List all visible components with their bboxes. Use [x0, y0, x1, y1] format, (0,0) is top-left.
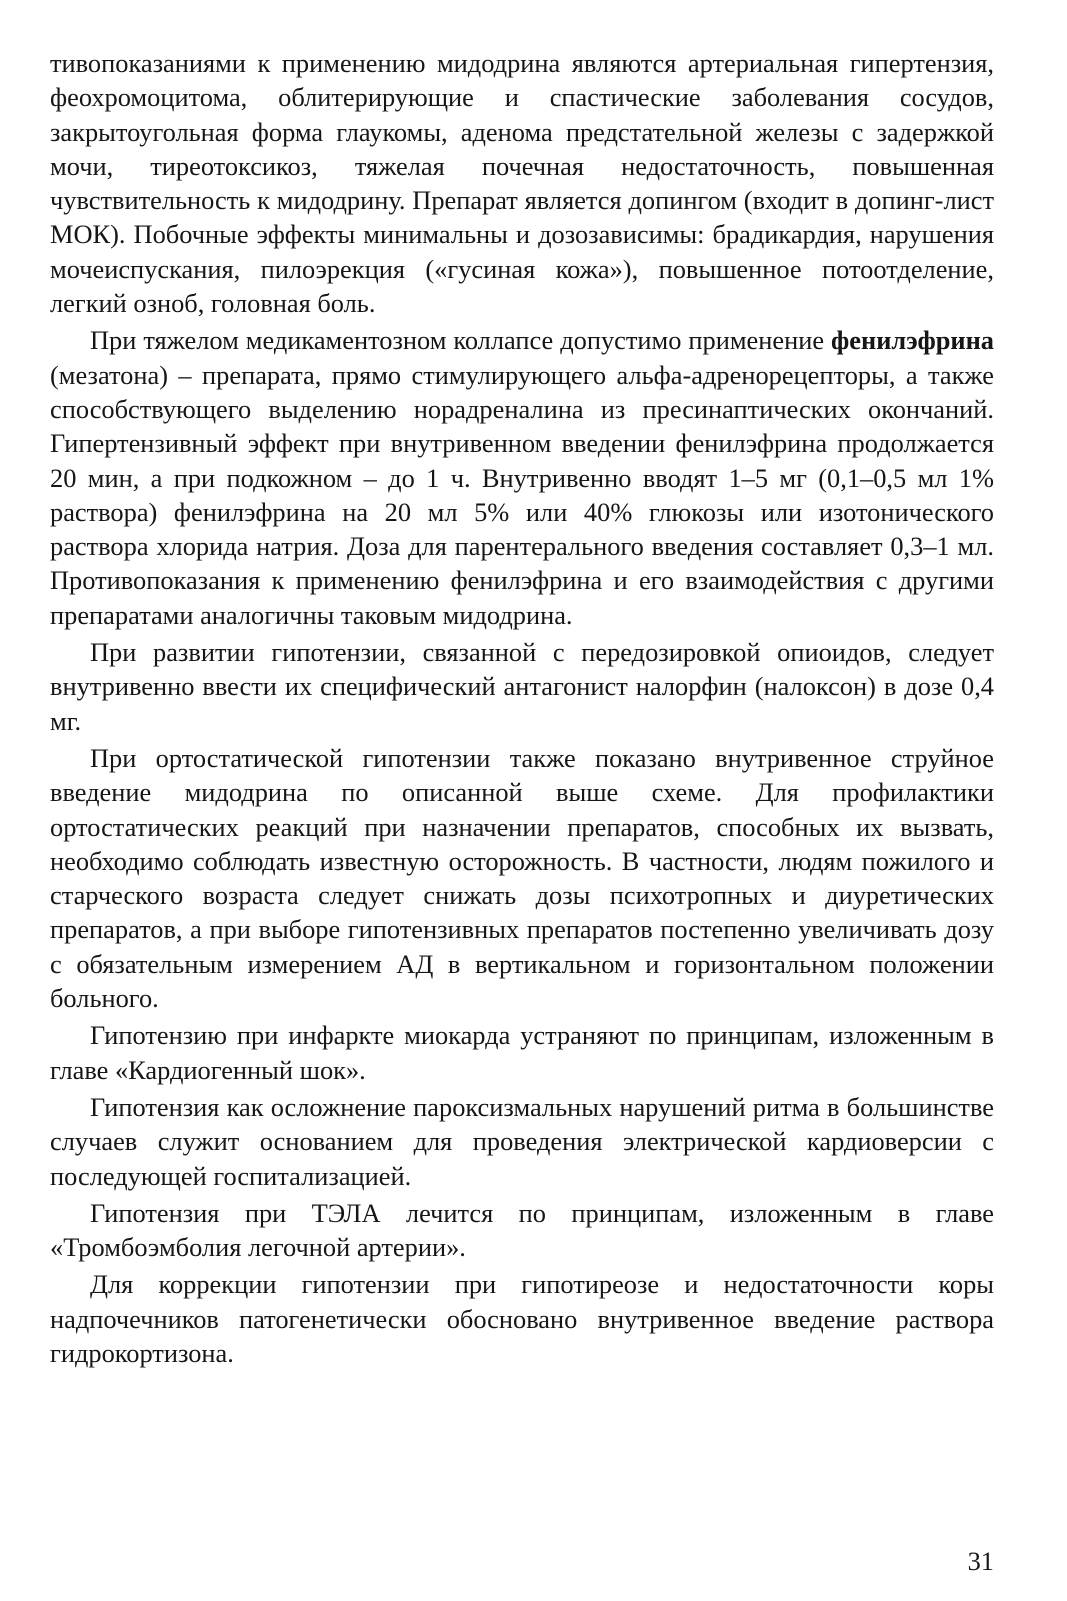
paragraph-myocardial-infarction	[50, 1018, 994, 1087]
paragraph-midodrine-contraindications	[50, 46, 994, 320]
paragraph-orthostatic-hypotension	[50, 741, 994, 1015]
paragraph-arrhythmia	[50, 1090, 994, 1193]
paragraph-text: Гипотензию при инфаркте миокарда устраняют по принципам, изложенным в главе «Кардиогенный шок».	[50, 1020, 994, 1085]
paragraph-text: При развитии гипотензии, связанной с передозировкой опиоидов, следует внутривенно ввести их специфический антагонист налорфин (налоксон) в дозе 0,4 мг.	[50, 637, 994, 736]
page-number: 31	[967, 1546, 994, 1576]
paragraph-hypothyroidism	[50, 1267, 994, 1370]
paragraph-text: При тяжелом медикаментозном коллапсе допустимо применение	[90, 325, 832, 356]
book-page-text	[50, 46, 994, 1526]
paragraph-phenylephrine	[50, 323, 994, 632]
paragraph-text: Для коррекции гипотензии при гипотиреозе и недостаточности коры надпочечников патогенетически обосновано внутривенное введение раствора гидрокортизона.	[50, 1269, 994, 1368]
paragraph-text: Гипотензия как осложнение пароксизмальных нарушений ритма в большинстве случаев служит основанием для проведения электрической кардиоверсии с последующей госпитализацией.	[50, 1091, 994, 1191]
paragraph-text-continued: (мезатона) – препарата, прямо стимулирующего альфа-адренорецепторы, а также способствующего выделению норадреналина из пресинаптических окончаний. Гипертензивный эффект при внутривенном введении фенилэфрина продолжается 20 мин, а при подкожном – до 1 ч. Внутривенно вводят 1–5 мг (0,1–0,5 мл 1% раствора) фенилэфрина на 20 мл 5% или 40% глюкозы или изотонического раствора хлорида натрия. Доза для парентерального введения составляет 0,3–1 мл. Противопоказания к применению фенилэфрина и его взаимодействия с другими препаратами аналогичны таковым мидодрина.	[50, 359, 994, 630]
paragraph-pulmonary-embolism	[50, 1196, 994, 1265]
paragraph-text: При ортостатической гипотензии также показано внутривенное струйное введение мидодрина по описанной выше схеме. Для профилактики ортостатических реакций при назначении препаратов, способных их вызвать, необходимо соблюдать известную осторожность. В частности, людям пожилого и старческого возраста следует снижать дозы психотропных и диуретических препаратов, а при выборе гипотензивных препаратов постепенно увеличивать дозу с обязательным измерением АД в вертикальном и горизонтальном положении больного.	[50, 742, 994, 1014]
paragraph-text: Гипотензия при ТЭЛА лечится по принципам, изложенным в главе «Тромбоэмболия легочной артерии».	[50, 1197, 994, 1263]
paragraph-text: тивопоказаниями к применению мидодрина являются артериальная гипертензия, феохромоцитома, облитерирующие и спастические заболевания сосудов, закрытоугольная форма глаукомы, аденома предстательной железы с задержкой мочи, тиреотоксикоз, тяжелая почечная недостаточность, повышенная чувствительность к мидодрину. Препарат является допингом (входит в допинг-лист МОК). Побочные эффекты минимальны и дозозависимы: брадикардия, нарушения мочеиспускания, пилоэрекция («гусиная кожа»), повышенное потоотделение, легкий озноб, головная боль.	[50, 48, 994, 319]
bold-term-phenylephrine: фенилэфрина	[831, 325, 994, 356]
paragraph-opioid-overdose	[50, 635, 994, 738]
